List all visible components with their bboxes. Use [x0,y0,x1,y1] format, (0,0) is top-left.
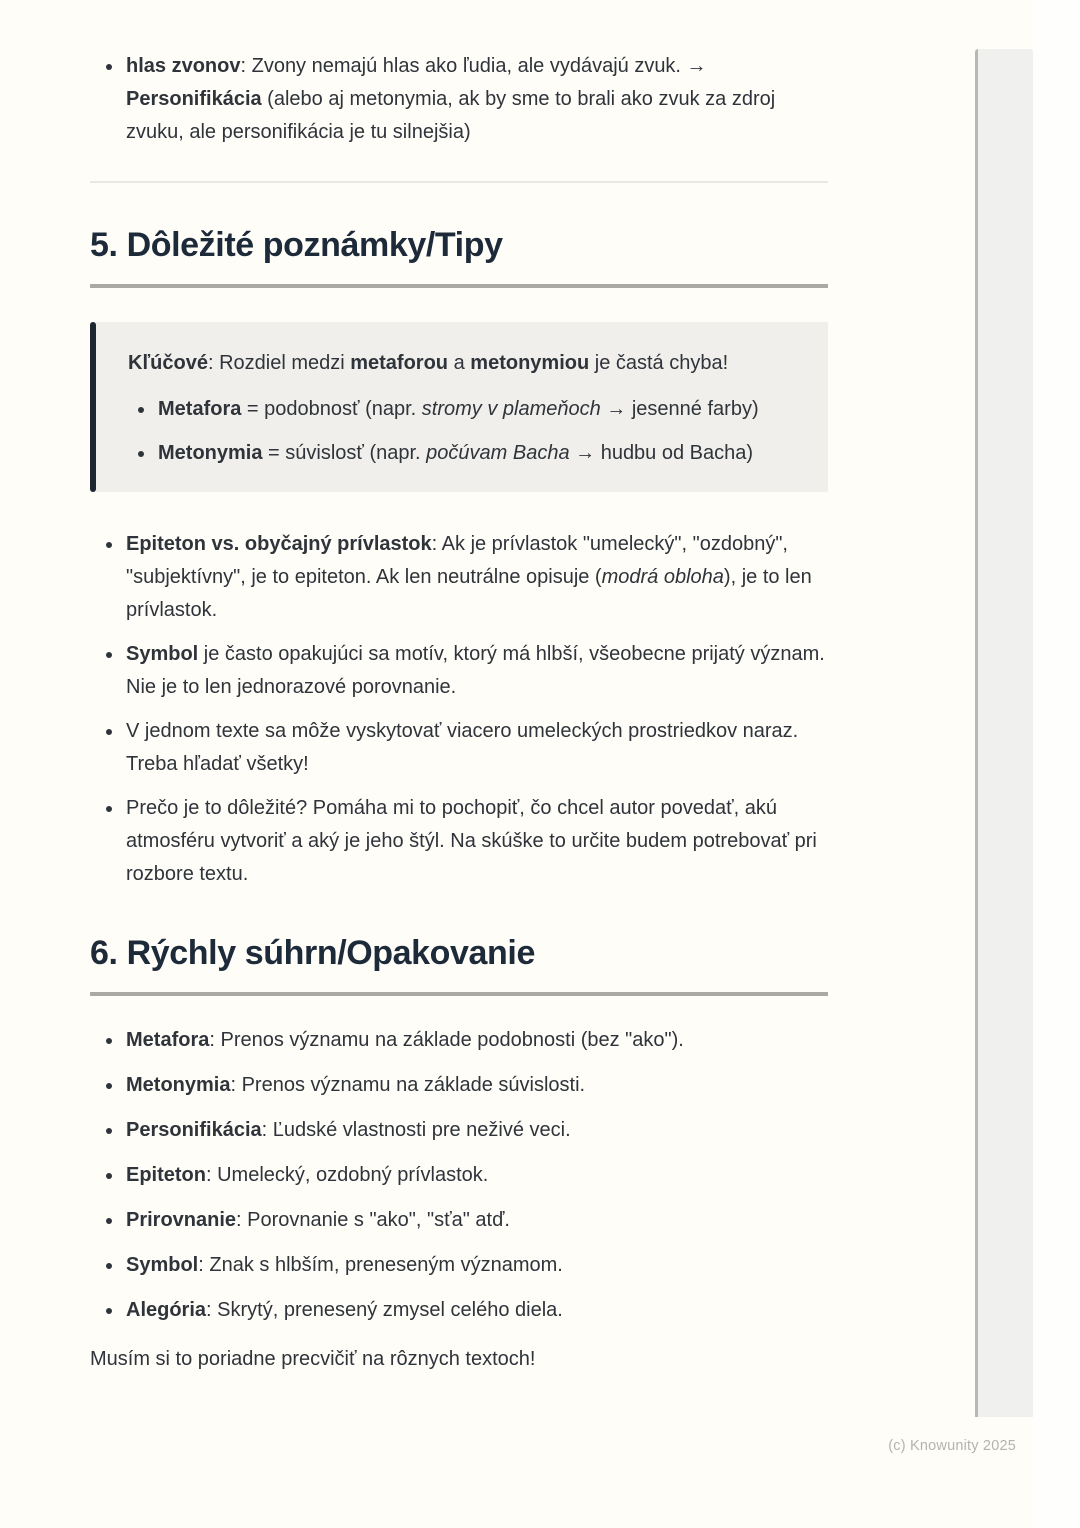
notes-bullet-list [90,528,828,891]
text-segment: = súvislosť (napr. [262,442,427,464]
page-content [90,50,828,1376]
section6-heading: 6. Rýchly súhrn/Opakovanie [90,934,535,972]
text-segment: : Znak s hlbším, preneseným významom. [198,1254,563,1276]
page-footer: (c) Knowunity 2025 [888,1438,1016,1454]
text-segment: Epiteton vs. obyčajný prívlastok [126,533,432,555]
key-callout [90,322,828,492]
list-item [156,437,798,470]
text-segment: stromy v plameňoch [421,398,601,420]
text-segment: Prečo je to dôležité? Pomáha mi to pochopiť, čo chcel autor povedať, akú atmosféru vytvoriť a aký je jeho štýl. Na skúške to určite budem potrebovať pri rozbore textu. [126,797,817,885]
list-item [124,50,828,149]
text-segment: : Umelecký, ozdobný prívlastok. [206,1164,489,1186]
text-segment: → hudbu od Bacha) [569,442,754,464]
list-item [124,1159,828,1192]
text-segment: Metonymia [158,442,263,464]
text-segment: : Ak je prívlastok "umelecký", "ozdobný", "subjektívny", je to epiteton. Ak len neutrálne opisuje ( [126,533,788,588]
text-segment: : Skrytý, prenesený zmysel celého diela. [206,1299,563,1321]
text-segment: : Prenos významu na základe podobnosti (bez "ako"). [209,1029,684,1051]
text-segment: hlas zvonov [126,55,241,77]
summary-bullet-list [90,1024,828,1327]
text-segment: Symbol [126,1254,199,1276]
list-item [156,393,798,426]
section5-heading: 5. Dôležité poznámky/Tipy [90,226,503,264]
text-segment: Personifikácia [126,1119,262,1141]
text-segment: Alegória [126,1299,207,1321]
text-segment: metaforou [350,352,449,374]
list-item [124,1204,828,1237]
text-segment: (alebo aj metonymia, ak by sme to brali ako zvuk za zdroj zvuku, ale personifikácia je tu silnejšia) [126,88,776,143]
text-segment: a [448,352,471,374]
text-segment: ), je to len prívlastok. [126,566,812,621]
next-page-edge [975,49,1033,1417]
list-item [124,1294,828,1327]
text-segment: počúvam Bacha [426,442,570,464]
text-segment: : Porovnanie s "ako", "sťa" atď. [236,1209,510,1231]
heading-rule [90,284,828,288]
analysis-bullet-list [90,50,828,149]
text-segment: Kľúčové [128,352,208,374]
section-divider [90,181,828,183]
text-segment: Personifikácia [126,88,262,110]
text-segment: Metafora [158,398,242,420]
text-segment: je často opakujúci sa motív, ktorý má hlbší, všeobecne prijatý význam. Nie je to len jednorazové porovnanie. [126,643,825,698]
text-segment: Epiteton [126,1164,206,1186]
text-segment: → jesenné farby) [600,398,759,420]
text-segment: Prirovnanie [126,1209,237,1231]
list-item [124,1069,828,1102]
text-segment: Symbol [126,643,199,665]
list-item [124,528,828,627]
text-segment: je častá chyba! [589,352,729,374]
heading-rule [90,992,828,996]
text-segment: metonymiou [470,352,590,374]
text-segment: : Ľudské vlastnosti pre neživé veci. [261,1119,571,1141]
list-item [124,715,828,781]
list-item [124,1024,828,1057]
closing-note: Musím si to poriadne precvičiť na rôznych textoch! [90,1348,536,1370]
list-item [124,1249,828,1282]
right-gutter [1033,0,1080,1528]
text-segment: : Rozdiel medzi [207,352,351,374]
list-item [124,638,828,704]
text-segment: Metonymia [126,1074,231,1096]
text-segment: : Prenos významu na základe súvislosti. [230,1074,586,1096]
text-segment: : Zvony nemajú hlas ako ľudia, ale vydávajú zvuk. → [240,55,707,77]
callout-title [128,347,798,380]
callout-bullet-list [128,393,798,470]
list-item [124,792,828,891]
text-segment: V jednom texte sa môže vyskytovať viacero umeleckých prostriedkov naraz. Treba hľadať všetky! [126,720,799,775]
text-segment: Metafora [126,1029,210,1051]
list-item [124,1114,828,1147]
text-segment: modrá obloha [601,566,724,588]
text-segment: = podobnosť (napr. [241,398,422,420]
